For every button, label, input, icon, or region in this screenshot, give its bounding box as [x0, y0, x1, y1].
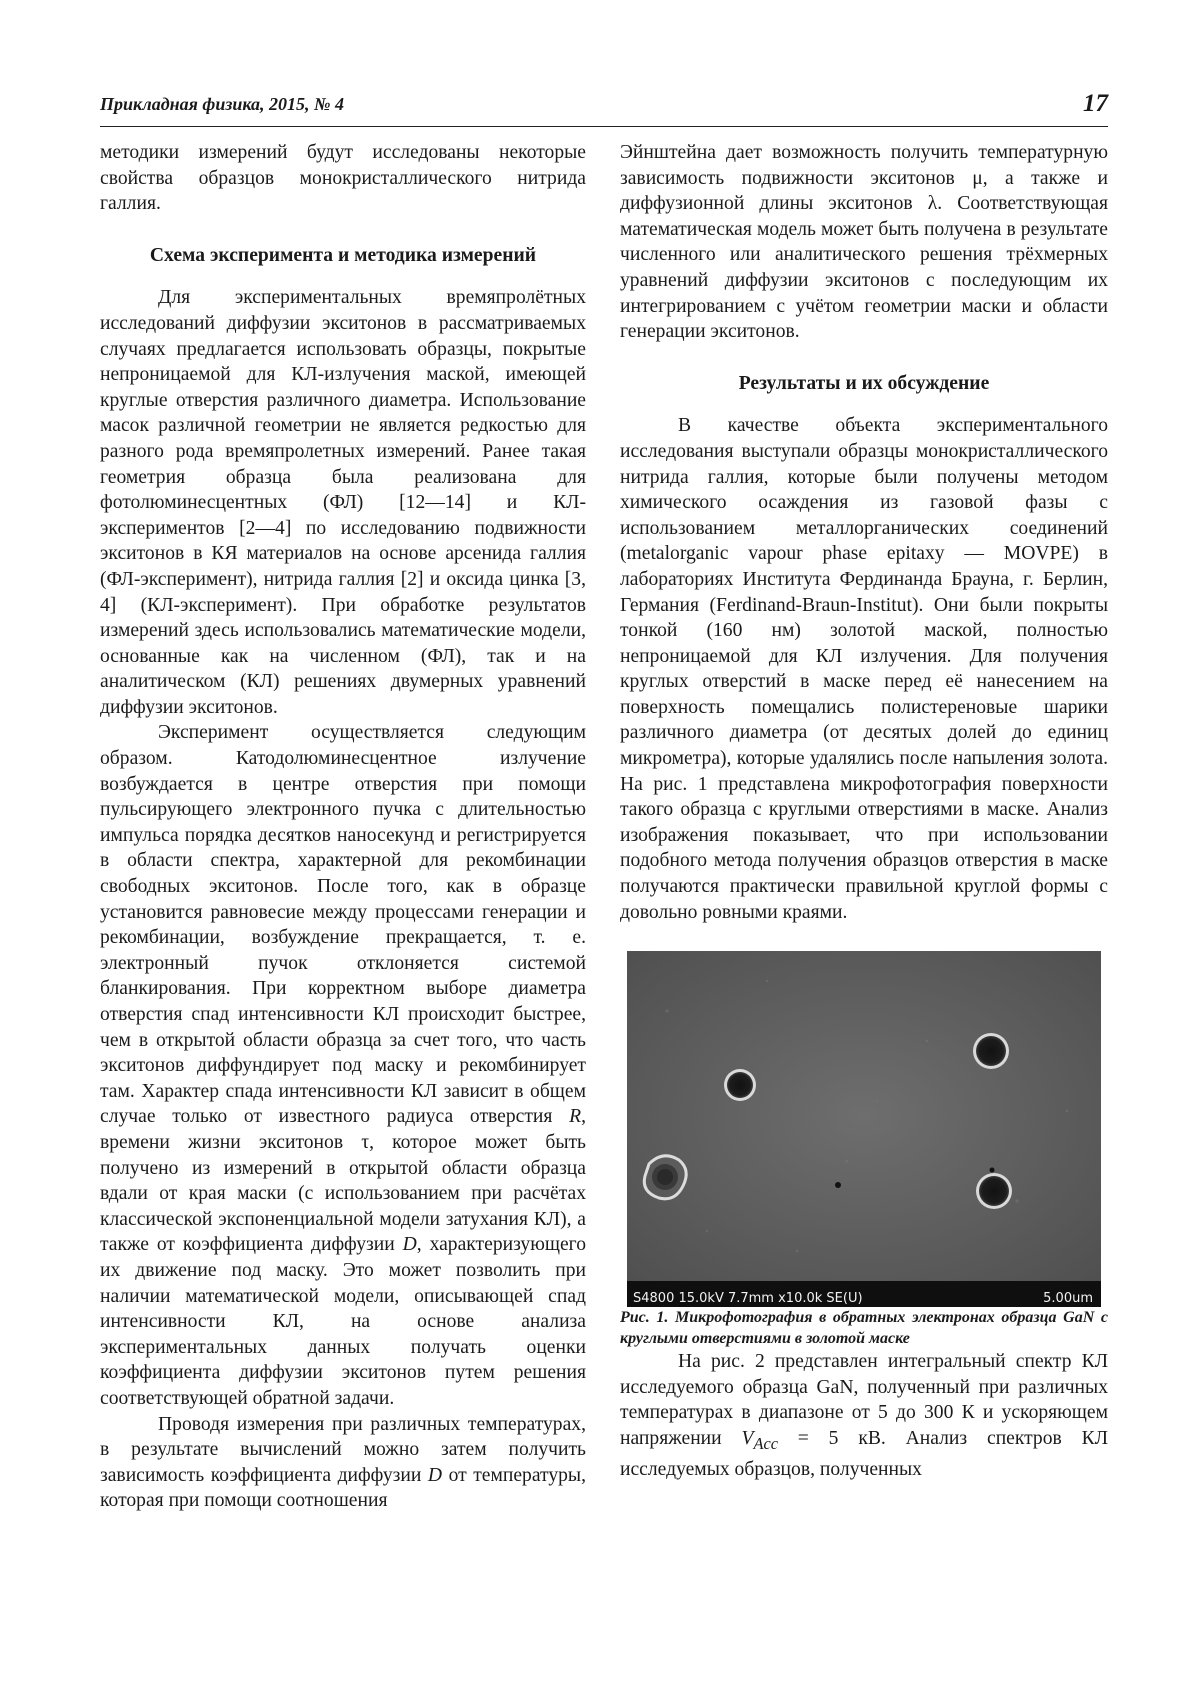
text-run: , времени жизни экситонов τ, которое может быть получено из измерений в открытой области образца вдали от края маски (с использованием при расчётах классической экспоненциальной модели затухания КЛ), а также от коэффициента диффузии [100, 1106, 586, 1256]
page-number: 17 [1083, 90, 1108, 117]
text-run: Проводя измерения при различных температурах, в результате вычислений можно затем получить зависимость коэффициента диффузии [100, 1413, 586, 1486]
sem-parameters: S4800 15.0kV 7.7mm x10.0k SE(U) [633, 1291, 863, 1307]
paragraph-samples: В качестве объекта экспериментального исследования выступали образцы монокристаллического нитрида галлия, которые были получены методом химического осаждения из газовой фазы с использованием металлорганических соединений (metalorganic vapour phase epitaxy — MOVPE) в лабораториях Института Фердинанда Брауна, г. Берлин, Германия (Ferdinand-Braun-Institut). Они были покрыты тонкой (160 нм) золотой маской, полностью непроницаемой для КЛ излучения. Для получения круглых отверстий в маске перед её нанесением на поверхность помещались полистереновые шарики различного диаметра (от десятых долей до единиц микрометра), которые удалялись после напыления золота. На рис. 1 представлена микрофотография поверхности такого образца с круглыми отверстиями в маске. Анализ изображения показывает, что при использовании подобного метода получения образцов отверстия в маске получаются практически правильной круглой формы с довольно ровными краями. [620, 415, 1108, 923]
symbol-radius: R [569, 1106, 582, 1128]
mask-hole [724, 1069, 756, 1101]
paragraph-spectrum [620, 1349, 1108, 1482]
text-run: = 5 кВ. Анализ спектров КЛ исследуемых образцов, полученных [620, 1428, 1108, 1480]
mask-hole [973, 1033, 1009, 1069]
right-column [620, 140, 1108, 1482]
text-run: , характеризующего их движение под маску. Это может позволить при наличии математической модели, описывающей спад интенсивности КЛ, на основе анализа экспериментальных данных получать оценки коэффициента диффузии экситонов путем решения соответствующей обратной задачи. [100, 1234, 586, 1409]
symbol-diffusion: D [402, 1234, 417, 1256]
running-header [100, 92, 1108, 127]
paragraph-continued: Эйнштейна дает возможность получить температурную зависимость подвижности экситонов μ, а также и диффузионной длины экситонов λ. Соответствующая математическая модель может быть получена в результате численного или аналитического решения трёхмерных уравнений диффузии экситонов с последующим их интегрированием с учётом геометрии маски и области генерации экситонов. [620, 142, 1108, 343]
text-run: На рис. 2 представлен интегральный спектр КЛ исследуемого образца GaN, полученный при различных температурах в диапазоне от 5 до 300 К и ускоряющем напряжении [620, 1351, 1108, 1449]
left-column [100, 140, 586, 1514]
text-run: Эксперимент осуществляется следующим образом. Катодолюминесцентное излучение возбуждается в центре отверстия при помощи пульсирующего электронного пучка с длительностью импульса порядка десятков наносекунд и регистрируется в области спектра, характерной для рекомбинации свободных экситонов. После того, как в образце установится равновесие между процессами генерации и рекомбинации, возбуждение прекращается, т. е. электронный пучок отклоняется системой бланкирования. При корректном выборе диаметра отверстия спад интенсивности КЛ происходит быстрее, чем в открытой области образца за счет того, что часть экситонов диффундирует под маску и рекомбинирует там. Характер спада интенсивности КЛ зависит в общем случае только от известного радиуса отверстия [100, 722, 586, 1128]
paragraph-setup: Для экспериментальных времяпролётных исследований диффузии экситонов в рассматриваемых случаях предлагается использовать образцы, покрытые непроницаемой для КЛ-излучения маской, имеющей круглые отверстия различного диаметра. Использование масок различной геометрии не является редкостью для разного рода времяпролетных измерений. Ранее такая геометрия образца была реализована для фотолюминесцентных (ФЛ) [12—14] и КЛ-экспериментов [2—4] по исследованию подвижности экситонов в КЯ материалов на основе арсенида галлия (ФЛ-эксперимент), нитрида галлия [2] и оксида цинка [3, 4] (КЛ-эксперимент). При обработке результатов измерений здесь использовались математические модели, основанные как на численном (ФЛ), так и на аналитическом (КЛ) решениях двумерных уравнений диффузии экситонов. [100, 287, 586, 718]
symbol-voltage: V [741, 1428, 754, 1449]
section-heading-scheme: Схема эксперимента и методика измерений [149, 244, 537, 266]
paragraph-experiment [100, 720, 586, 1411]
text-run: от температуры, которая при помощи соотношения [100, 1464, 587, 1512]
scale-bar-label: 5.00um [1043, 1291, 1093, 1307]
symbol-diffusion: D [427, 1464, 443, 1486]
micrograph-image [627, 951, 1101, 1281]
paragraph-continued: методики измерений будут исследованы некоторые свойства образцов монокристаллического нитрида галлия. [100, 142, 586, 215]
paragraph-temperature [100, 1412, 586, 1514]
sem-micrograph [627, 951, 1101, 1307]
symbol-voltage-subscript: Acc [753, 1433, 778, 1453]
mask-pinhole [835, 1182, 841, 1188]
sem-info-bar [627, 1281, 1101, 1307]
figure-caption: Рис. 1. Микрофотография в обратных электронах образца GaN с круглыми отверстиями в золотой маске [620, 1309, 1108, 1348]
journal-title: Прикладная физика, 2015, № 4 [100, 94, 345, 114]
section-heading-results: Результаты и их обсуждение [738, 372, 990, 394]
